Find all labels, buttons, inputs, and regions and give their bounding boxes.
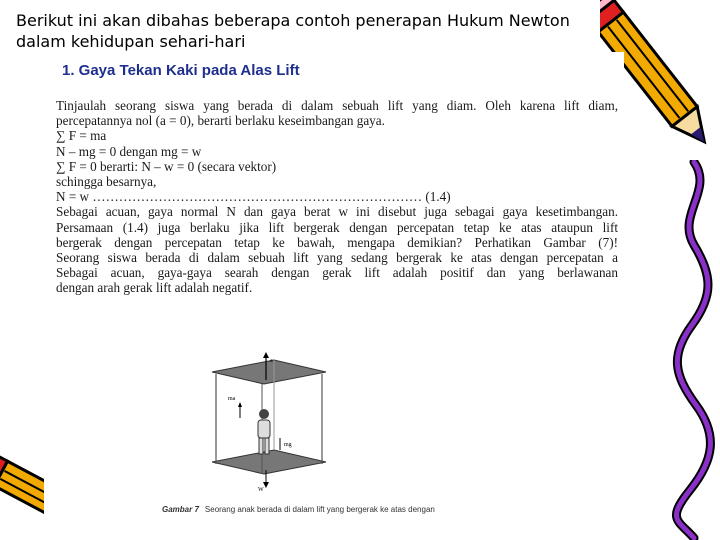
text-line: Persamaan (1.4) juga berlaku jika lift bergerak dengan percepatan tetap ke atas ataupun lift xyxy=(56,219,618,235)
body-paragraph xyxy=(56,98,618,296)
document-image xyxy=(44,52,624,540)
figure-caption xyxy=(162,505,435,514)
slide-title-line-1: Berikut ini akan dibahas beberapa contoh penerapan Hukum Newton xyxy=(16,11,570,30)
section-heading: 1. Gaya Tekan Kaki pada Alas Lift xyxy=(62,62,300,79)
elevator-figure xyxy=(194,352,344,492)
text-line: Sebagai acuan, gaya normal N dan gaya berat w ini disebut juga sebagai gaya kesetimbangan. xyxy=(56,204,618,220)
label-mg: mg xyxy=(284,442,292,448)
figure-caption-text: Seorang anak berada di dalam lift yang bergerak ke atas dengan xyxy=(204,505,435,514)
figure-caption-label: Gambar 7 xyxy=(162,505,199,514)
text-line: bergerak dengan percepatan tetap ke bawah, mengapa demikian? Perhatikan Gambar (7)! xyxy=(56,234,618,250)
label-a: a xyxy=(270,358,273,364)
equation-line: N = w ………………………………………………………………… (1.4) xyxy=(56,189,451,205)
label-ma: ma xyxy=(228,396,236,402)
text-line: Seorang siswa berada di dalam sebuah lift yang sedang bergerak ke atas dengan percepatan a xyxy=(56,250,618,266)
text-line: percepatannya nol (a = 0), berarti berlaku keseimbangan gaya. xyxy=(56,113,385,129)
equation-line: ∑ F = 0 berarti: N – w = 0 (secara vektor) xyxy=(56,158,277,174)
person-figure xyxy=(258,409,270,454)
equation-line: ∑ F = ma xyxy=(56,128,107,144)
text-line: Sebagai acuan, gaya-gaya searah dengan gerak lift adalah positif dan yang berlawanan xyxy=(56,265,618,281)
text-line: Tinjaulah seorang siswa yang berada di dalam sebuah lift yang diam. Oleh karena lift diam, xyxy=(56,98,618,113)
text-line: schingga besarnya, xyxy=(56,174,157,190)
equation-line: N – mg = 0 dengan mg = w xyxy=(56,143,202,159)
text-line: dengan arah gerak lift adalah negatif. xyxy=(56,280,253,296)
label-w: W xyxy=(258,487,264,492)
lift-ceiling xyxy=(212,360,326,384)
squiggle-decoration xyxy=(668,160,720,540)
slide-title xyxy=(16,10,606,52)
slide-title-line-2: dalam kehidupan sehari-hari xyxy=(16,32,246,51)
